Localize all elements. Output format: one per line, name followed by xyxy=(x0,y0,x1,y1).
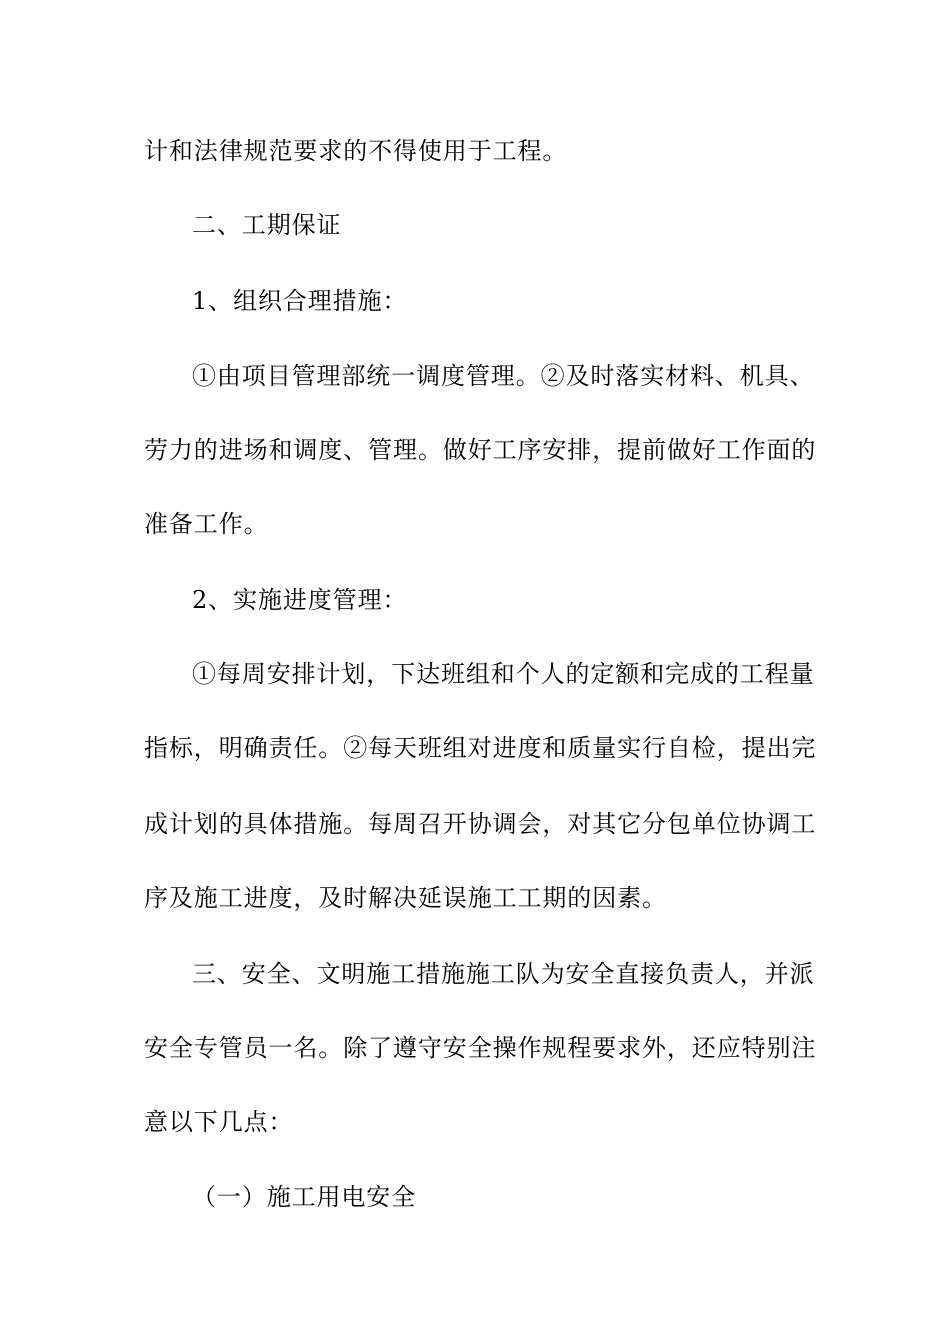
paragraph-line: 安全专管员一名。除了遵守安全操作规程要求外，还应特别注 xyxy=(144,1034,817,1062)
subheading-progress: 2、实施进度管理： xyxy=(192,586,408,614)
section-heading-schedule: 二、工期保证 xyxy=(192,211,342,239)
paragraph-line: ①由项目管理部统一调度管理。②及时落实材料、机具、 xyxy=(192,362,815,390)
paragraph-line: 意以下几点： xyxy=(144,1108,294,1136)
subheading-organization: 1、组织合理措施： xyxy=(192,287,408,315)
paragraph-line: 指标，明确责任。②每天班组对进度和质量实行自检，提出完 xyxy=(144,734,817,762)
paragraph-line: 序及施工进度，及时解决延误施工工期的因素。 xyxy=(144,884,667,912)
section-heading-safety: 三、安全、文明施工措施施工队为安全直接负责人，并派 xyxy=(192,960,815,988)
subheading-electrical-safety: （一）施工用电安全 xyxy=(192,1183,417,1211)
paragraph-line-continuation: 计和法律规范要求的不得使用于工程。 xyxy=(144,137,568,165)
paragraph-line: 准备工作。 xyxy=(144,510,269,538)
paragraph-line: ①每周安排计划，下达班组和个人的定额和完成的工程量 xyxy=(192,660,815,688)
paragraph-line: 成计划的具体措施。每周召开协调会，对其它分包单位协调工 xyxy=(144,810,817,838)
paragraph-line: 劳力的进场和调度、管理。做好工序安排，提前做好工作面的 xyxy=(144,436,817,464)
